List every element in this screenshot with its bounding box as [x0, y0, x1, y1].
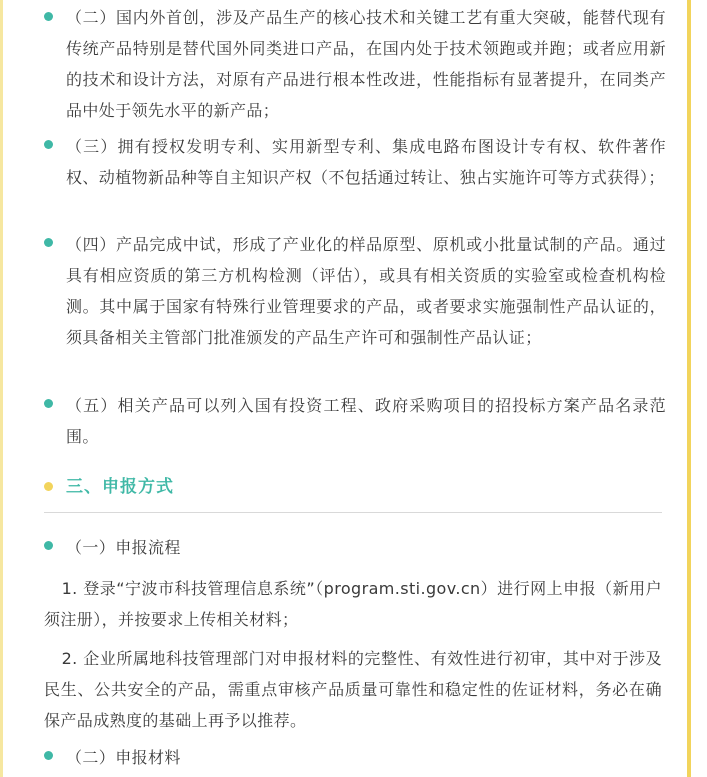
- criterion-4: （四）产品完成中试，形成了产业化的样品原型、原机或小批量试制的产品。通过具有相应资质的第三方机构检测（评估），或具有相关资质的实验室或检查机构检测。其中属于国家有特殊行业管理要求的产品，或者要求实施强制性产品认证的，须具备相关主管部门批准颁发的产品生产许可和强制性产品认证；: [66, 235, 666, 347]
- bullet-dot: [44, 238, 53, 247]
- section-heading: 三、申报方式: [66, 477, 174, 497]
- criterion-5: （五）相关产品可以列入国有投资工程、政府采购项目的招投标方案产品名录范围。: [66, 396, 666, 446]
- subsection-process: （一）申报流程: [66, 538, 181, 557]
- bullet-dot: [44, 751, 53, 760]
- subsection-materials: （二）申报材料: [66, 748, 181, 767]
- right-border: [687, 0, 691, 777]
- process-step-2: 2. 企业所属地科技管理部门对申报材料的完整性、有效性进行初审，其中对于涉及民生、公共安全的产品，需重点审核产品质量可靠性和稳定性的佐证材料，务必在确保产品成熟度的基础上再予以推荐。: [44, 649, 662, 730]
- bullet-dot: [44, 140, 53, 149]
- criterion-3: （三）拥有授权发明专利、实用新型专利、集成电路布图设计专有权、软件著作权、动植物新品种等自主知识产权（不包括通过转让、独占实施许可等方式获得）；: [66, 137, 666, 187]
- left-border: [0, 0, 3, 777]
- criterion-2: （二）国内外首创，涉及产品生产的核心技术和关键工艺有重大突破，能替代现有传统产品特别是替代国外同类进口产品，在国内处于技术领跑或并跑；或者应用新的技术和设计方法，对原有产品进行根本性改进，性能指标有显著提升，在同类产品中处于领先水平的新产品；: [66, 8, 666, 120]
- bullet-dot: [44, 12, 53, 21]
- bullet-dot: [44, 541, 53, 550]
- process-step-1: 1. 登录“宁波市科技管理信息系统”（program.sti.gov.cn）进行网上申报（新用户须注册），并按要求上传相关材料；: [44, 579, 662, 629]
- bullet-dot: [44, 399, 53, 408]
- section-divider: [44, 512, 662, 513]
- heading-bullet-dot: [44, 482, 53, 491]
